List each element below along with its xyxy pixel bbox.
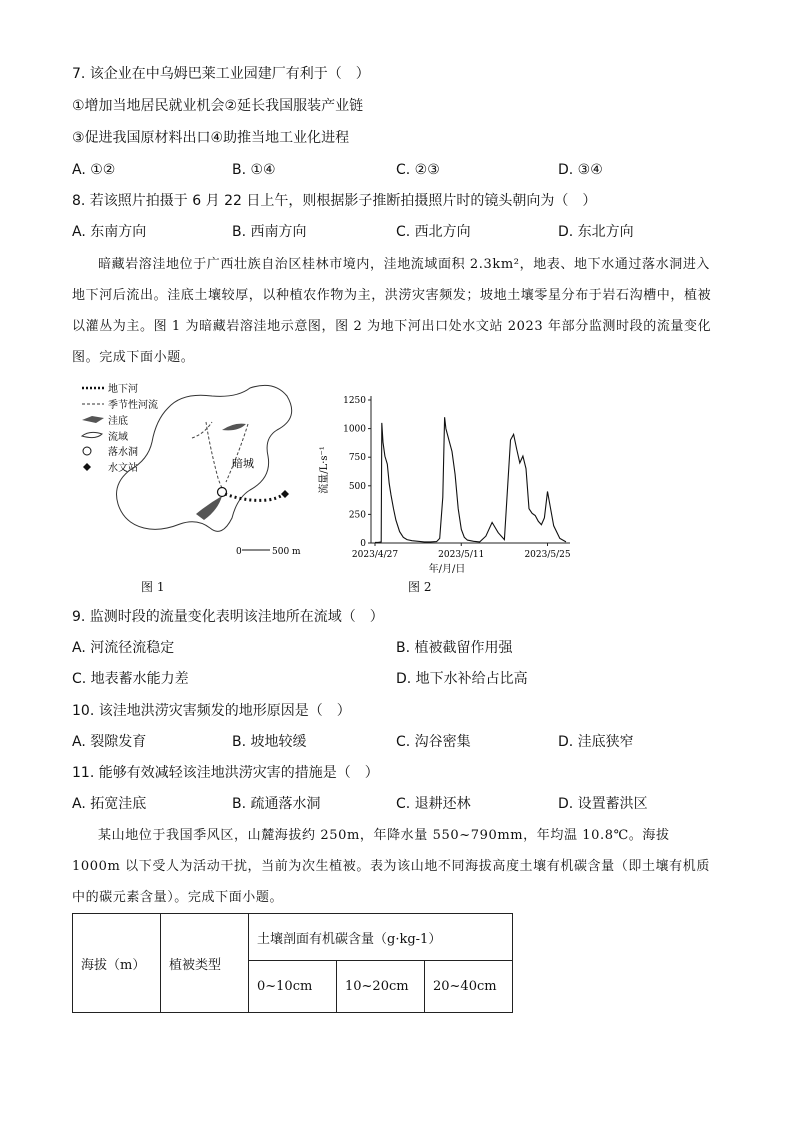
- legend-sinkhole: 落水洞: [108, 447, 138, 458]
- underground-river-line: [225, 494, 284, 500]
- q9-stem: 9. 监测时段的流量变化表明该洼地所在流域（ ）: [72, 609, 384, 625]
- q8-option-a: A. 东南方向: [72, 224, 147, 240]
- q7-items-line1: ①增加当地居民就业机会②延长我国服装产业链: [72, 98, 364, 114]
- q7-option-b: B. ①④: [232, 162, 276, 178]
- passage-mountain-soil: 某山地位于我国季风区，山麓海拔约 250m，年降水量 550~790mm，年均温 10.8℃。海拔 1000m 以下受人为活动干扰，当前为次生植被。表为该山地不同海拔高度土壤有机碳含量（即土壤有机质中的碳元素含量）。完成下面小题。: [72, 828, 710, 905]
- header-soil-carbon: 土壤剖面有机碳含量（g·kg-1）: [249, 914, 513, 961]
- hydro-station-marker: [281, 490, 289, 498]
- q10-stem: 10. 该洼地洪涝灾害频发的地形原因是（ ）: [72, 703, 351, 719]
- q7-stem: 7. 该企业在中乌姆巴莱工业园建厂有利于（ ）: [72, 66, 370, 82]
- q11-stem: 11. 能够有效减轻该洼地洪涝灾害的措施是（ ）: [72, 765, 379, 781]
- q10-option-b: B. 坡地较缓: [232, 734, 307, 750]
- x-tick-label: 2023/5/11: [438, 550, 485, 560]
- scale-label: 500 m: [272, 547, 301, 557]
- q7-option-c: C. ②③: [396, 162, 440, 178]
- legend-basin: 流域: [108, 432, 128, 443]
- legend-seasonal-river: 季节性河流: [108, 400, 158, 411]
- q7-option-a: A. ①②: [72, 162, 116, 178]
- header-depth-0-10: 0~10cm: [249, 961, 337, 1013]
- legend-depression-floor: 洼底: [108, 416, 128, 427]
- q10-option-d: D. 洼底狭窄: [558, 734, 634, 750]
- q10-option-a: A. 裂隙发育: [72, 734, 147, 750]
- q11-option-c: C. 退耕还林: [396, 796, 471, 812]
- legend-underground-river: 地下河: [108, 384, 138, 395]
- x-tick-label: 2023/4/27: [351, 550, 399, 560]
- q7-items-line2: ③促进我国原材料出口④助推当地工业化进程: [72, 130, 350, 146]
- figure-2-chart: [315, 388, 590, 576]
- q8-stem: 8. 若该照片拍摄于 6 月 22 日上午，则根据影子推断拍摄照片时的镜头朝向为（ ）: [72, 193, 597, 209]
- header-depth-10-20: 10~20cm: [337, 961, 425, 1013]
- q9-option-a: A. 河流径流稳定: [72, 640, 175, 656]
- q8-option-d: D. 东北方向: [558, 224, 634, 240]
- legend-basin-symbol: [82, 432, 102, 437]
- legend-hydro-station: 水文站: [108, 463, 138, 474]
- header-depth-20-40: 20~40cm: [425, 961, 513, 1013]
- passage-karst: 暗藏岩溶洼地位于广西壮族自治区桂林市境内，洼地流域面积 2.3km²，地表、地下水通过落水洞进入地下河后流出。洼底土壤较厚，以种植农作物为主，洪涝灾害频发；坡地土壤零星分布于岩石沟槽中，植被以灌丛为主。图 1 为暗藏岩溶洼地示意图，图 2 为地下河出口处水文站 2023 年部分监测时段的流量变化图。完成下面小题。: [72, 257, 712, 365]
- depression-floor-south: [196, 496, 222, 520]
- y-tick-label: 250: [348, 510, 366, 521]
- scale-zero: 0: [236, 547, 242, 557]
- q8-option-c: C. 西北方向: [396, 224, 471, 240]
- depression-floor-north: [222, 424, 246, 431]
- seasonal-river-2: [226, 424, 248, 482]
- sinkhole-icon: [83, 447, 91, 455]
- y-tick-label: 1250: [343, 396, 366, 406]
- y-tick-label: 750: [348, 453, 366, 464]
- header-altitude: 海拔（m）: [73, 914, 161, 1013]
- q9-option-d: D. 地下水补给占比高: [396, 671, 528, 687]
- flow-series-line: [375, 417, 566, 542]
- q7-option-d: D. ③④: [558, 162, 603, 178]
- y-axis-label: 流量/L·s⁻¹: [319, 446, 330, 494]
- figure-2-caption: 图 2: [408, 580, 432, 594]
- y-tick-label: 500: [348, 481, 366, 492]
- figure-1-caption: 图 1: [141, 580, 165, 594]
- figure-1-map: [72, 378, 312, 578]
- y-tick-label: 1000: [343, 424, 366, 435]
- seasonal-river-3: [192, 422, 212, 438]
- x-axis-label: 年/月/日: [428, 564, 466, 575]
- legend-depression-floor-symbol: [82, 416, 104, 423]
- q10-option-c: C. 沟谷密集: [396, 734, 471, 750]
- hydrological-station-icon: [83, 463, 91, 471]
- q11-option-b: B. 疏通落水洞: [232, 796, 321, 812]
- q8-option-b: B. 西南方向: [232, 224, 307, 240]
- place-label-ancang: 暗城: [232, 457, 254, 470]
- q11-option-d: D. 设置蓄洪区: [558, 796, 648, 812]
- q11-option-a: A. 拓宽洼底: [72, 796, 147, 812]
- soil-carbon-table: [72, 913, 513, 1013]
- x-tick-label: 2023/5/25: [524, 550, 571, 560]
- seasonal-river-1: [206, 422, 222, 488]
- y-tick-label: 0: [360, 539, 366, 549]
- q9-option-b: B. 植被截留作用强: [396, 640, 513, 656]
- q9-option-c: C. 地表蓄水能力差: [72, 671, 189, 687]
- header-vegetation: 植被类型: [161, 914, 249, 1013]
